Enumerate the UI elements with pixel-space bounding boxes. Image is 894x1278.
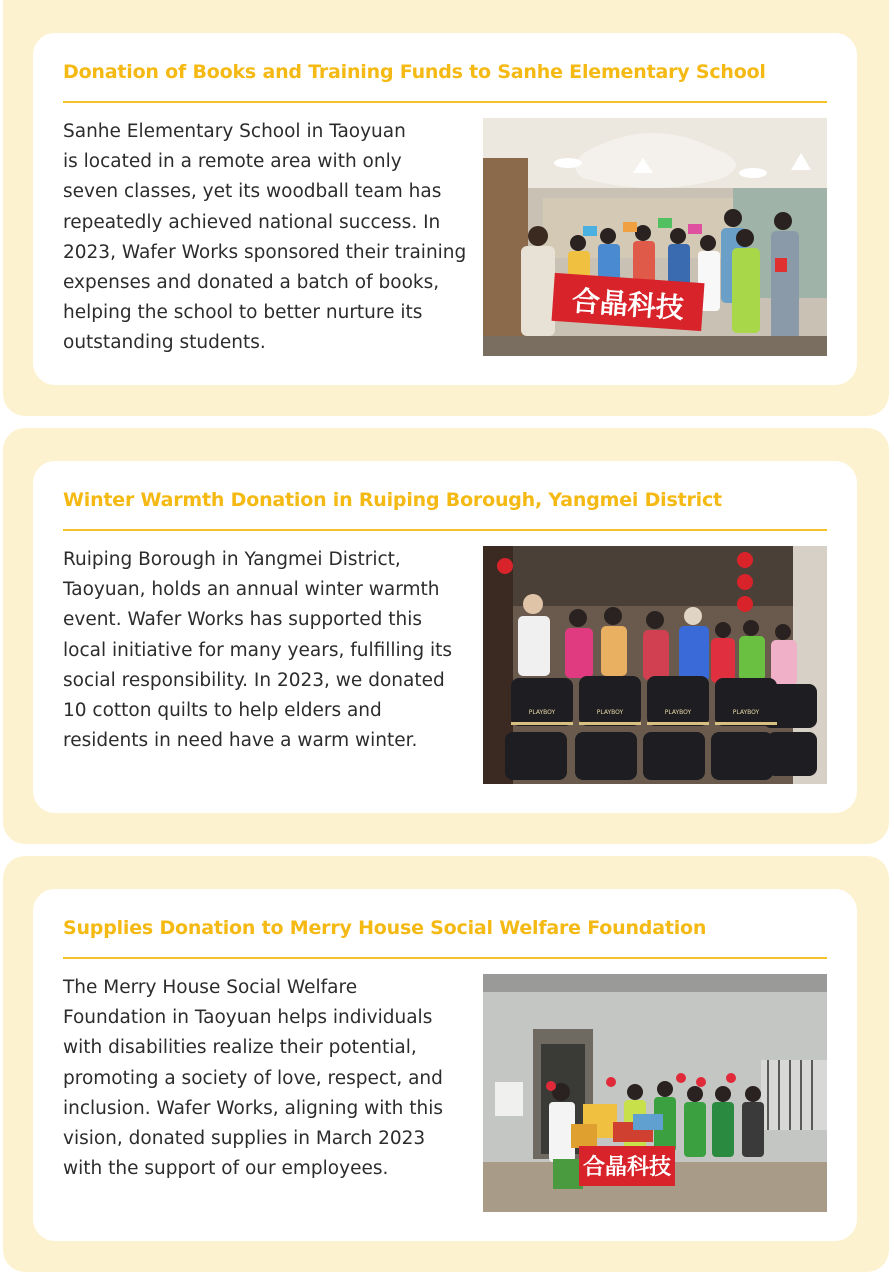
body-line: inclusion. Wafer Works, aligning with this: [63, 1097, 444, 1119]
body-line: The Merry House Social Welfare: [63, 977, 358, 998]
photo-quilt-donation-group: [483, 546, 827, 784]
bag-label: PLAYBOY: [732, 709, 760, 716]
photo-school-students-with-banner: [483, 118, 827, 356]
photo-illustration: [483, 546, 827, 784]
body-line: social responsibility. In 2023, we donated: [63, 669, 445, 691]
photo-supplies-donation-group: [483, 974, 827, 1212]
body-line: 2023, Wafer Works sponsored their training: [63, 241, 467, 263]
body-line: with disabilities realize their potential,: [63, 1037, 417, 1059]
title-divider: [63, 529, 827, 531]
body-line: repeatedly achieved national success. In: [63, 211, 441, 233]
photo-illustration: [483, 118, 827, 356]
banner-text: 合晶科技: [570, 284, 685, 325]
section-panel-merry-house: [3, 856, 889, 1272]
body-line: Foundation in Taoyuan helps individuals: [63, 1007, 433, 1029]
body-line: with the support of our employees.: [63, 1158, 389, 1180]
body-line: outstanding students.: [63, 332, 266, 354]
section-panel-winter-warmth: [3, 428, 889, 844]
body-line: seven classes, yet its woodball team has: [63, 181, 442, 203]
body-line: helping the school to better nurture its: [63, 302, 423, 324]
section-body: [63, 545, 463, 756]
body-line: vision, donated supplies in March 2023: [63, 1128, 426, 1150]
body-line: Sanhe Elementary School in Taoyuan: [63, 121, 406, 142]
section-title: Supplies Donation to Merry House Social Welfare Foundation: [63, 917, 707, 939]
body-line: residents in need have a warm winter.: [63, 730, 418, 752]
photo-illustration: [483, 974, 827, 1212]
body-line: 10 cotton quilts to help elders and: [63, 700, 382, 722]
banner-text: 合晶科技: [582, 1155, 672, 1180]
bag-label: PLAYBOY: [528, 709, 556, 716]
section-card: [33, 33, 857, 385]
body-line: event. Wafer Works has supported this: [63, 609, 423, 631]
title-divider: [63, 101, 827, 103]
body-line: expenses and donated a batch of books,: [63, 272, 440, 294]
section-title: Winter Warmth Donation in Ruiping Borough, Yangmei District: [63, 489, 722, 511]
body-line: is located in a remote area with only: [63, 151, 402, 173]
section-body: [63, 973, 463, 1184]
section-card: [33, 889, 857, 1241]
section-panel-books-donation: [3, 0, 889, 416]
bag-label: PLAYBOY: [596, 709, 624, 716]
bag-label: PLAYBOY: [664, 709, 692, 716]
body-line: Taoyuan, holds an annual winter warmth: [63, 579, 440, 601]
section-card: [33, 461, 857, 813]
section-body: [63, 117, 467, 359]
body-line: local initiative for many years, fulfilling its: [63, 639, 453, 661]
section-title: Donation of Books and Training Funds to Sanhe Elementary School: [63, 61, 766, 83]
body-line: promoting a society of love, respect, and: [63, 1067, 443, 1089]
body-line: Ruiping Borough in Yangmei District,: [63, 549, 401, 570]
title-divider: [63, 957, 827, 959]
